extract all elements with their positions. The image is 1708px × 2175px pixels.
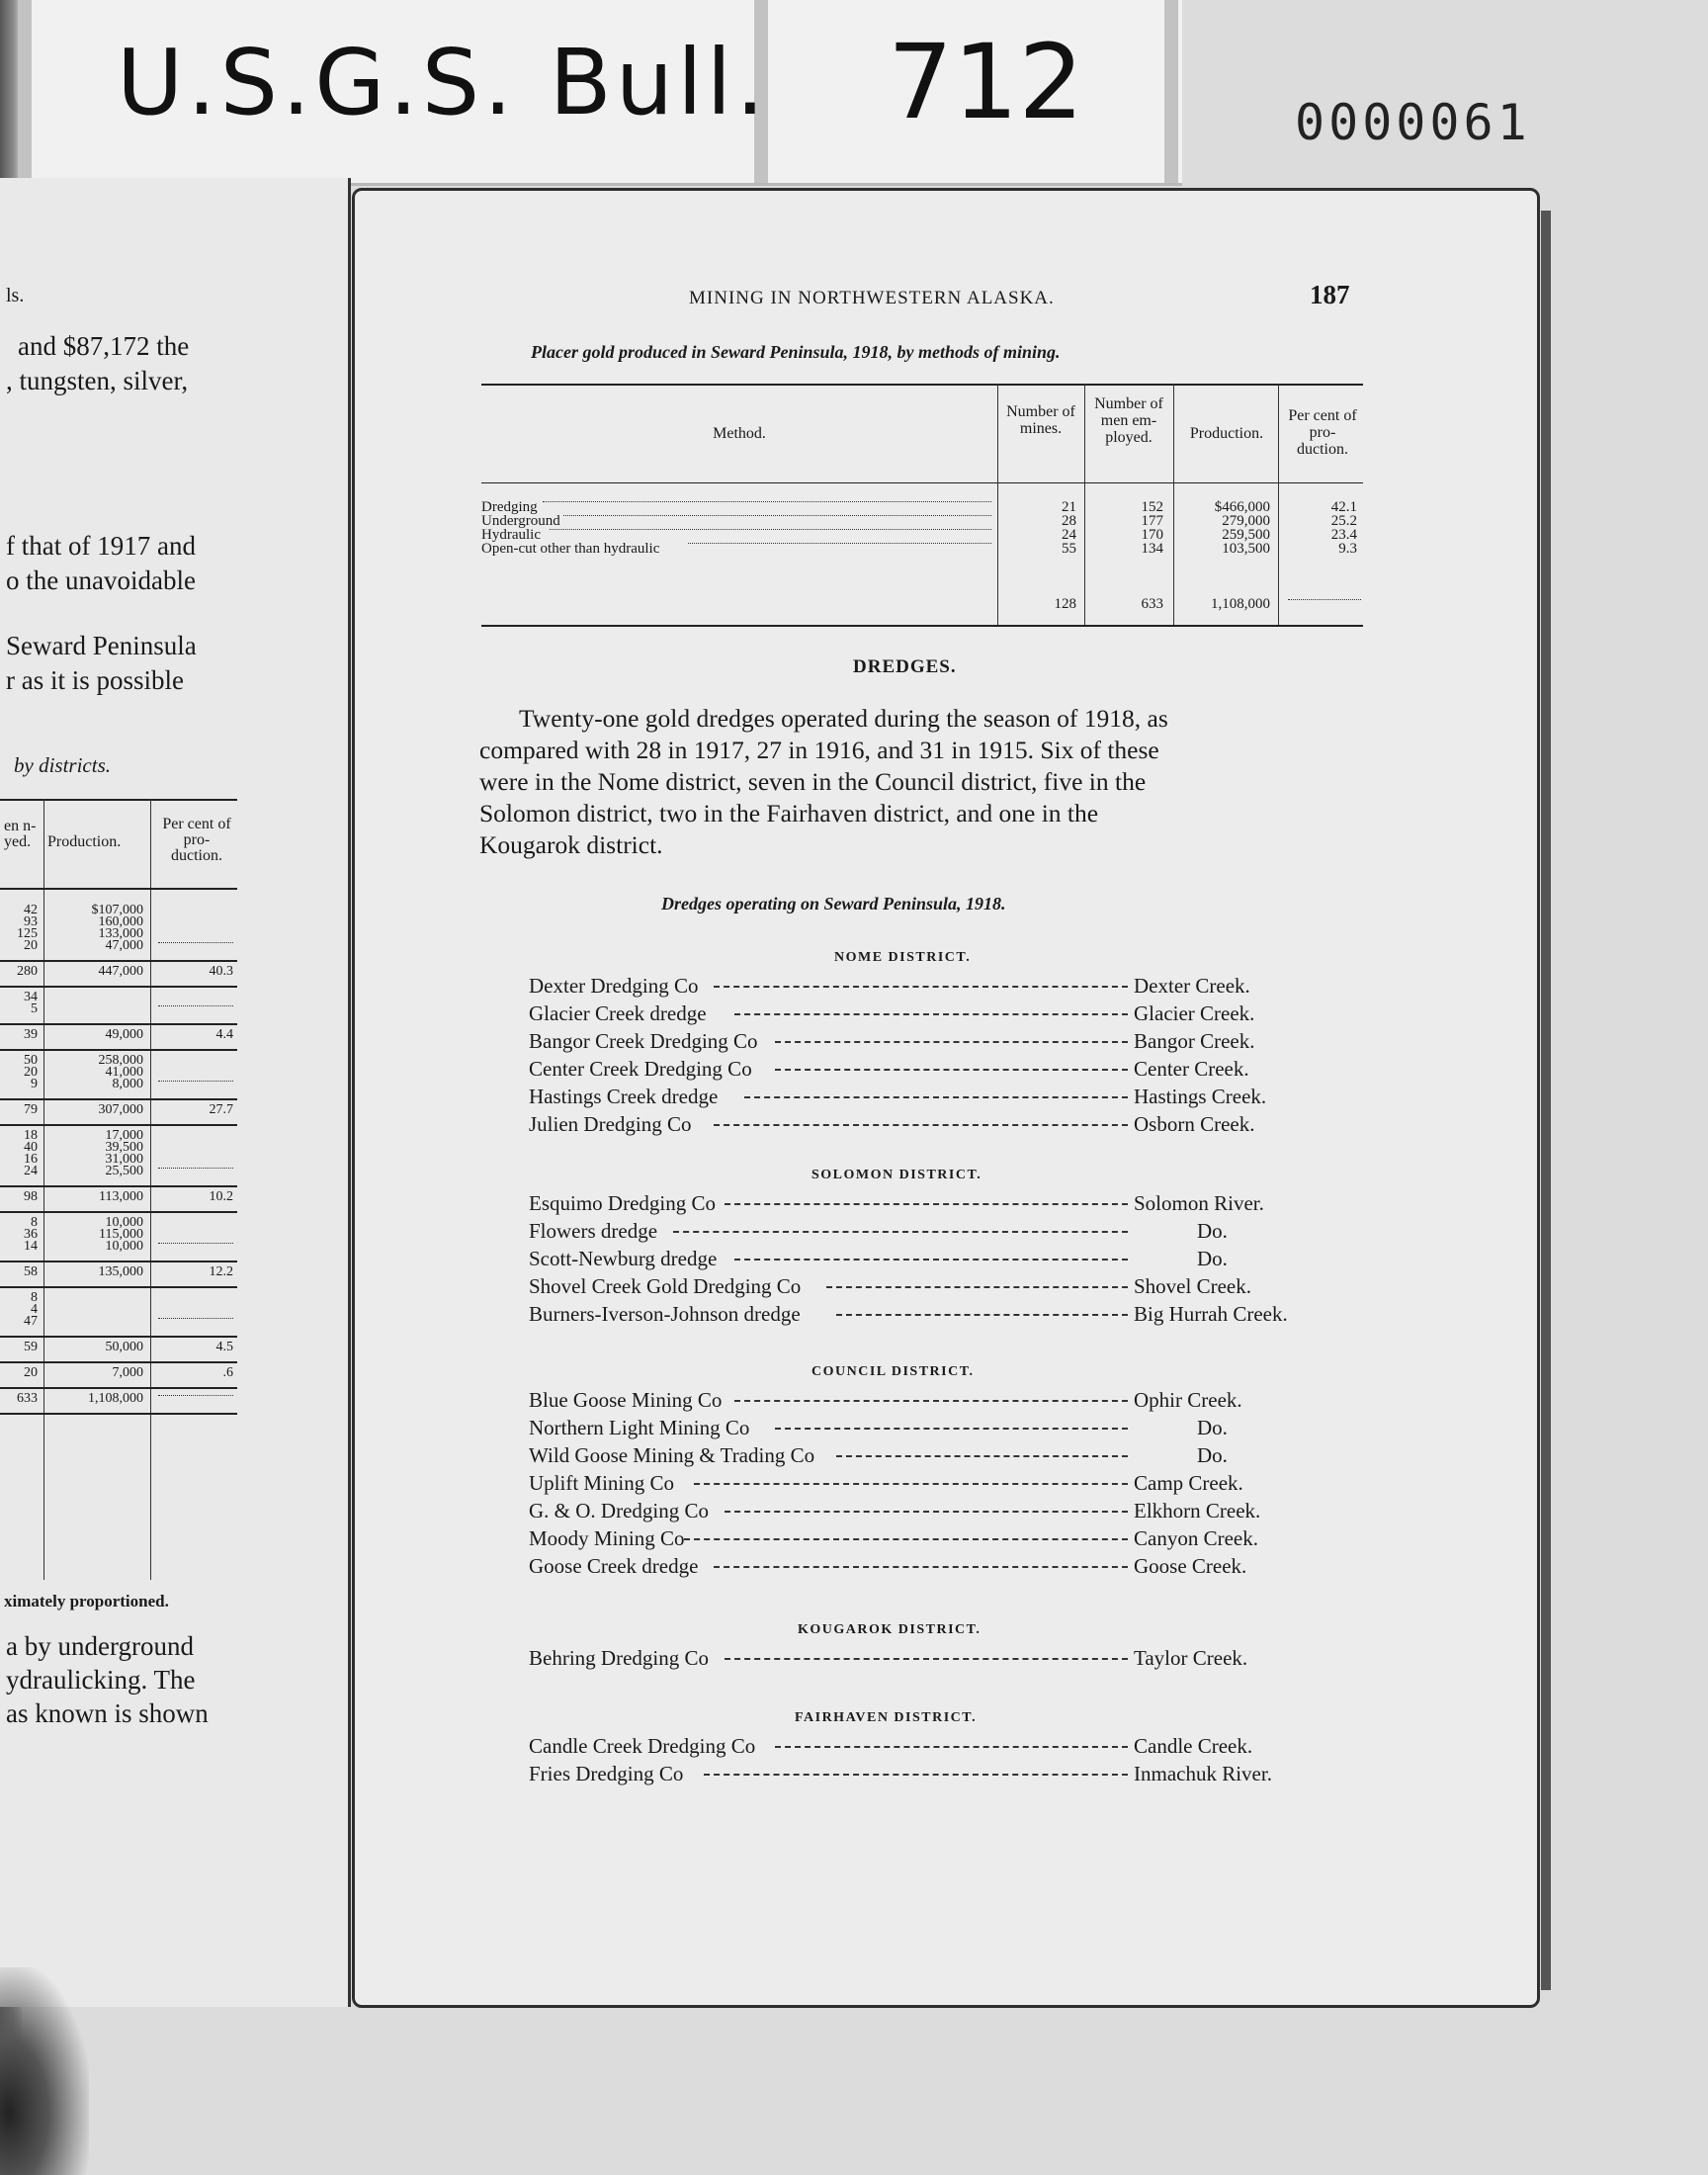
cell-production: $466,000 [1214,499,1270,515]
dredge-name: Uplift Mining Co [529,1471,675,1495]
left-table-rule [0,1049,237,1051]
dredge-row [355,1057,1537,1083]
paragraph-line: Kougarok district. [479,830,663,859]
leader-dashes [775,1734,1128,1748]
leader-dashes [734,1247,1128,1261]
total-mines: 128 [1054,596,1076,612]
header-production: Production. [1189,425,1264,442]
leader-dashes [775,1029,1128,1043]
dredge-location: Hastings Creek. [1134,1085,1267,1108]
left-table-rule [0,1023,237,1025]
left-page-line: as known is shown [6,1698,209,1728]
paragraph-line: Twenty-one gold dredges operated during the season of 1918, as [519,704,1168,733]
dredge-name: Esquimo Dredging Co [529,1191,716,1215]
left-cell-production: 113,000 [99,1189,143,1204]
left-cell-percent: 40.3 [209,964,233,979]
cell-men: 134 [1141,541,1163,557]
left-table-rule [0,799,237,801]
dredge-row [355,1029,1537,1055]
left-cell-percent: 4.5 [215,1340,233,1354]
left-cell-production: 7,000 [112,1365,143,1380]
dredge-name: Hastings Creek dredge [529,1085,719,1108]
left-table-rule [0,1336,237,1338]
leader-dots [543,501,991,502]
left-page-line: r as it is possible [6,665,184,695]
running-header: MINING IN NORTHWESTERN ALASKA. [689,288,1055,308]
cell-men: 170 [1141,527,1163,543]
dredge-name: Fries Dredging Co [529,1762,684,1785]
dredge-location: Goose Creek. [1134,1554,1247,1578]
dredge-location: Center Creek. [1134,1057,1249,1081]
header-men: Number of men em- ployed. [1094,395,1163,446]
leader-dashes [744,1085,1128,1098]
label-divider [18,0,32,183]
left-table-vrule [43,799,44,1580]
leader-dashes [673,1219,1128,1233]
dredge-name: Center Creek Dredging Co [529,1057,752,1081]
leader-dashes [836,1443,1128,1457]
cell-pct: 25.2 [1330,513,1357,529]
left-cell-men: 50 20 9 [24,1053,38,1091]
left-cell-men: 34 5 [24,990,38,1016]
leader-dashes [826,1274,1128,1288]
leader-dots [688,543,991,544]
method-name: Underground [481,513,560,529]
left-table-rule [0,1211,237,1213]
leader-dots [158,1168,233,1169]
leader-dashes [714,974,1128,988]
left-page-line: and $87,172 the [18,331,190,361]
leader-dashes [734,1388,1128,1402]
paragraph-line: were in the Nome district, seven in the Council district, five in the [479,767,1147,796]
label-divider [1164,0,1178,183]
dredge-location: Dexter Creek. [1134,974,1250,998]
left-cell-production: 10,000 115,000 10,000 [99,1215,143,1254]
handwritten-number: 712 [888,22,1084,142]
handwritten-title: U.S.G.S. Bull. [117,30,769,135]
leader-dashes [684,1526,1128,1540]
left-cell-percent: .6 [222,1365,233,1380]
left-table-rule [0,1098,237,1100]
dredge-row [355,1219,1537,1245]
table-column-rule [1278,384,1279,625]
left-cell-production: 49,000 [105,1027,143,1042]
cell-men: 152 [1141,499,1163,515]
left-table-rule [0,1261,237,1262]
leader-dots [550,529,991,530]
left-table-rule [0,1124,237,1126]
leader-dashes [775,1057,1128,1071]
left-page-line: , tungsten, silver, [6,366,189,395]
cell-pct: 9.3 [1338,541,1357,557]
dredge-name: Candle Creek Dredging Co [529,1734,756,1758]
dredge-name: Julien Dredging Co [529,1112,692,1136]
dredge-row [355,1526,1537,1552]
left-cell-men: 20 [24,1365,38,1380]
dredge-location: Osborn Creek. [1134,1112,1255,1136]
dredge-location: Elkhorn Creek. [1134,1499,1261,1522]
dredge-location: Taylor Creek. [1134,1646,1248,1670]
dredge-location: Ophir Creek. [1134,1388,1242,1412]
left-table-vrule [150,799,151,1580]
left-table-header-men: en n- yed. [4,818,37,850]
total-production: 1,108,000 [1211,596,1270,612]
cell-mines: 55 [1062,541,1076,557]
left-cell-men: 39 [24,1027,38,1042]
dredge-row [355,1443,1537,1469]
dredge-location: Glacier Creek. [1134,1001,1255,1025]
left-cell-men: 58 [24,1264,38,1279]
cell-pct: 23.4 [1330,527,1357,543]
page-number: 187 [1310,280,1350,309]
dredge-row [355,1499,1537,1524]
dredge-name: Northern Light Mining Co [529,1416,750,1439]
section-title-dredges: DREDGES. [853,656,957,677]
dredge-location: Solomon River. [1134,1191,1264,1215]
method-name: Dredging [481,499,538,515]
dredge-location: Bangor Creek. [1134,1029,1255,1053]
dredge-row [355,1274,1537,1300]
stamp-number: 0000061 [1295,94,1531,151]
dredge-row [355,1247,1537,1272]
left-page-line: a by underground [6,1631,194,1661]
leader-dots [158,1081,233,1082]
dredge-location: Candle Creek. [1134,1734,1253,1758]
paragraph-line: Solomon district, two in the Fairhaven district, and one in the [479,799,1099,827]
table-top-rule [481,384,1363,386]
leader-dashes [725,1191,1128,1205]
left-page-line: ls. [6,285,25,306]
leader-dashes [704,1762,1128,1776]
dredge-row [355,974,1537,1000]
dredge-row [355,1471,1537,1497]
table-column-rule [1173,384,1174,625]
cell-mines: 21 [1062,499,1076,515]
cell-men: 177 [1141,513,1163,529]
dredge-name: Scott-Newburg dredge [529,1247,718,1270]
dredge-location: Do. [1197,1219,1228,1243]
district-heading: COUNCIL DISTRICT. [811,1364,975,1379]
left-cell-men: 633 [17,1391,38,1406]
leader-dots [158,1318,233,1319]
main-page [352,188,1540,2008]
table-caption: Placer gold produced in Seward Peninsula, 1918, by methods of mining. [531,342,1061,362]
header-percent: Per cent of pro- duction. [1288,407,1357,458]
left-table-rule [0,1185,237,1187]
left-table-rule [0,960,237,962]
left-table-rule [0,1413,237,1415]
left-page-caption: by districts. [14,753,111,777]
left-cell-production: $107,000 160,000 133,000 47,000 [91,903,143,953]
left-table-header-production: Production. [47,833,122,850]
dredge-location: Shovel Creek. [1134,1274,1251,1298]
dredge-row [355,1646,1537,1672]
dredge-row [355,1112,1537,1138]
left-table-header-percent: Per cent of pro- duction. [162,816,231,864]
district-heading: KOUGAROK DISTRICT. [798,1622,982,1637]
method-name: Open-cut other than hydraulic [481,541,660,557]
dredge-row [355,1734,1537,1760]
total-men: 633 [1141,596,1163,612]
left-cell-production: 1,108,000 [88,1391,143,1406]
leader-dots [158,1243,233,1244]
dredge-location: Do. [1197,1247,1228,1270]
left-cell-production: 447,000 [98,964,143,979]
cell-mines: 24 [1062,527,1076,543]
leader-dots [158,1005,233,1006]
left-cell-percent: 4.4 [215,1027,233,1042]
dredge-location: Camp Creek. [1134,1471,1243,1495]
leader-dots [158,1395,233,1396]
paragraph-line: compared with 28 in 1917, 27 in 1916, and 31 in 1915. Six of these [479,736,1159,764]
header-mines: Number of mines. [1006,403,1075,437]
district-heading: SOLOMON DISTRICT. [811,1168,982,1182]
left-cell-percent: 27.7 [209,1102,233,1117]
left-table-rule [0,1286,237,1288]
dredge-name: Flowers dredge [529,1219,658,1243]
page-edge-shadow [1541,211,1551,1990]
table-bottom-rule [481,625,1363,627]
leader-dashes [725,1646,1128,1660]
dredge-row [355,1416,1537,1441]
left-cell-production: 17,000 39,500 31,000 25,500 [105,1128,143,1178]
left-page [0,178,351,2007]
left-cell-percent: 10.2 [209,1189,233,1204]
left-table-rule [0,1361,237,1363]
left-cell-men: 42 93 125 20 [17,903,38,953]
left-cell-men: 79 [24,1102,38,1117]
cell-production: 103,500 [1222,541,1270,557]
table-header-rule [481,482,1363,483]
dredge-name: Burners-Iverson-Johnson dredge [529,1302,801,1326]
dredges-caption: Dredges operating on Seward Peninsula, 1918. [661,894,1006,914]
leader-dashes [714,1554,1128,1568]
dredge-row [355,1191,1537,1217]
dredges-paragraph [479,703,1369,861]
left-page-footnote: ximately proportioned. [4,1592,169,1610]
cell-pct: 42.1 [1330,499,1357,515]
left-cell-men: 98 [24,1189,38,1204]
dredge-name: Wild Goose Mining & Trading Co [529,1443,815,1467]
dredge-name: Glacier Creek dredge [529,1001,707,1025]
dredge-row [355,1388,1537,1414]
leader-dots [158,942,233,943]
dredge-row [355,1554,1537,1580]
left-page-line: ydraulicking. The [6,1665,196,1695]
dredge-row [355,1762,1537,1787]
dredge-location: Inmachuk River. [1134,1762,1272,1785]
left-cell-men: 18 40 16 24 [24,1128,38,1178]
table-column-rule [997,384,998,625]
cell-production: 259,500 [1222,527,1270,543]
leader-dashes [725,1499,1128,1513]
left-table-rule [0,1387,237,1389]
dredge-location: Do. [1197,1443,1228,1467]
catalog-label-strip [18,0,1182,186]
leader-dashes [714,1112,1128,1126]
district-heading: FAIRHAVEN DISTRICT. [795,1710,978,1725]
dredge-location: Big Hurrah Creek. [1134,1302,1288,1326]
dredge-location: Do. [1197,1416,1228,1439]
dredge-name: Goose Creek dredge [529,1554,699,1578]
left-cell-men: 59 [24,1340,38,1354]
dredge-name: Dexter Dredging Co [529,974,699,998]
cell-mines: 28 [1062,513,1076,529]
leader-dashes [734,1001,1128,1015]
dredge-name: Moody Mining Co [529,1526,685,1550]
left-page-line: f that of 1917 and [6,531,196,561]
cell-production: 279,000 [1222,513,1270,529]
dredge-name: Blue Goose Mining Co [529,1388,723,1412]
left-page-line: Seward Peninsula [6,631,197,660]
left-cell-production: 50,000 [105,1340,143,1354]
dredge-name: Behring Dredging Co [529,1646,709,1670]
district-heading: NOME DISTRICT. [834,950,972,965]
left-cell-production: 307,000 [98,1102,143,1117]
left-page-line: o the unavoidable [6,566,196,595]
left-table-rule [0,888,237,890]
left-cell-men: 8 4 47 [24,1290,38,1329]
dredge-name: Bangor Creek Dredging Co [529,1029,758,1053]
left-cell-men: 8 36 14 [24,1215,38,1254]
method-name: Hydraulic [481,527,541,543]
dredge-name: Shovel Creek Gold Dredging Co [529,1274,802,1298]
left-table-rule [0,986,237,988]
dredge-row [355,1001,1537,1027]
dredge-name: G. & O. Dredging Co [529,1499,709,1522]
left-cell-production: 135,000 [98,1264,143,1279]
scan-smudge [0,1967,89,2175]
leader-dots [563,515,991,516]
leader-dashes [836,1302,1128,1316]
left-cell-men: 280 [17,964,38,979]
dredge-location: Canyon Creek. [1134,1526,1258,1550]
dredge-row [355,1302,1537,1328]
leader-dashes [694,1471,1128,1485]
dredge-row [355,1085,1537,1110]
table-column-rule [1084,384,1085,625]
left-cell-percent: 12.2 [209,1264,233,1279]
leader-dashes [775,1416,1128,1430]
header-method: Method. [713,425,766,442]
left-cell-production: 258,000 41,000 8,000 [98,1053,143,1091]
total-percent-leader [1288,599,1361,600]
